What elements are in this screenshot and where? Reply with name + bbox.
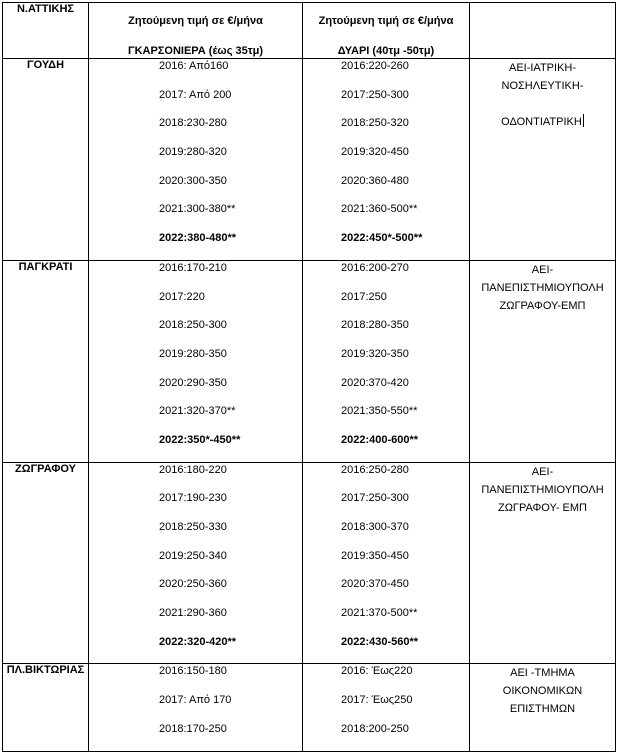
header-row [3, 3, 616, 59]
price-line: 2020:370-420 [341, 376, 409, 389]
price-line: 2017:220 [159, 290, 205, 303]
area-name: ΠΑΓΚΡΑΤΙ [3, 260, 89, 462]
header-university [470, 3, 616, 59]
header-studio-line1: Ζητούμενη τιμή σε €/μήνα [128, 15, 263, 27]
price-line: 2016:150-180 [159, 665, 227, 678]
price-line: 2021:290-360 [159, 607, 227, 620]
university-line: ΑΕΙ- [531, 465, 554, 478]
university-line: ΖΩΓΡΑΦΟΥ- ΕΜΠ [497, 501, 588, 514]
area-name: ΠΛ.ΒΙΚΤΩΡΙΑΣ [3, 664, 89, 751]
price-line: 2019:350-450 [341, 549, 409, 562]
price-line: 2020:290-350 [159, 376, 227, 389]
price-line: 2021:300-380** [159, 203, 236, 216]
studio-prices [89, 59, 303, 261]
university-line: ΖΩΓΡΑΦΟΥ-ΕΜΠ [499, 299, 586, 312]
table-row [3, 59, 616, 261]
area-name: ΓΟΥΔΗ [3, 59, 89, 261]
price-line: 2022:320-420** [159, 635, 237, 648]
price-line: 2017:250-300 [341, 492, 409, 505]
price-line: 2017: Από 170 [159, 694, 232, 707]
price-line: 2020:300-350 [159, 174, 227, 187]
price-line: 2016:220-260 [341, 60, 409, 72]
price-line: 2019:250-340 [159, 549, 227, 562]
price-line: 2018:250-320 [341, 117, 409, 130]
price-line: 2017: Από 200 [159, 88, 232, 101]
university-cell [470, 664, 616, 751]
apartment-prices [303, 664, 470, 751]
apartment-prices [303, 59, 470, 261]
apartment-prices [303, 462, 470, 664]
university-line: ΑΕΙ- [531, 263, 554, 276]
header-studio-line2: ΓΚΑΡΣΟΝΙΕΡΑ (έως 35τμ) [127, 45, 264, 57]
price-line: 2018:200-250 [341, 722, 409, 735]
university-line: ΠΑΝΕΠΙΣΤΗΜΙΟΥΠΟΛΗ [481, 483, 604, 496]
price-line: 2019:320-350 [341, 347, 409, 360]
price-line: 2016:170-210 [159, 261, 227, 274]
price-line: 2016: Έως220 [341, 665, 413, 678]
price-line: 2022:380-480** [159, 232, 237, 245]
table-row [3, 260, 616, 462]
price-line: 2021:320-370** [159, 405, 236, 418]
price-line: 2016:200-270 [341, 261, 409, 274]
price-line: 2018:250-300 [159, 319, 227, 332]
university-cell [470, 462, 616, 664]
table-row [3, 664, 616, 751]
price-line: 2022:430-560** [341, 635, 419, 648]
price-line: 2018:280-350 [341, 319, 409, 332]
apartment-prices [303, 260, 470, 462]
price-line: 2022:450*-500** [341, 232, 423, 245]
price-line: 2022:350*-450** [159, 433, 241, 446]
price-line: 2021:360-500** [341, 203, 418, 216]
university-line: ΟΔΟΝΤΙΑΤΡΙΚΗ [501, 116, 582, 128]
university-line: ΕΠΙΣΤΗΜΩΝ [509, 703, 576, 716]
price-line: 2020:370-450 [341, 578, 409, 591]
header-apt-line1: Ζητούμενη τιμή σε €/μήνα [318, 15, 454, 27]
header-apartment [303, 3, 470, 59]
price-line: 2017: Έως250 [341, 694, 413, 707]
rent-table [2, 2, 616, 752]
studio-prices [89, 260, 303, 462]
price-line: 2019:280-350 [159, 347, 227, 360]
university-line: ΠΑΝΕΠΙΣΤΗΜΙΟΥΠΟΛΗ [481, 281, 604, 294]
price-line: 2016:250-280 [341, 463, 409, 476]
price-line: 2017:190-230 [159, 492, 227, 505]
price-line: 2017:250-300 [341, 88, 409, 101]
price-line: 2019:320-450 [341, 146, 409, 159]
studio-prices [89, 664, 303, 751]
university-line: ΟΙΚΟΝΟΜΙΚΩΝ [502, 685, 583, 698]
university-cell [470, 260, 616, 462]
university-line: ΝΟΣΗΛΕΥΤΙΚΗ- [501, 80, 584, 92]
price-line: 2021:370-500** [341, 607, 418, 620]
price-line: 2018:170-250 [159, 722, 227, 735]
price-line: 2022:400-600** [341, 433, 419, 446]
header-area: Ν.ΑΤΤΙΚΗΣ [3, 3, 89, 59]
price-line: 2018:230-280 [159, 117, 227, 130]
area-name: ΖΩΓΡΑΦΟΥ [3, 462, 89, 664]
studio-prices [89, 462, 303, 664]
text-cursor [583, 114, 584, 127]
price-line: 2016: Από160 [159, 60, 229, 72]
price-line: 2019:280-320 [159, 146, 227, 159]
price-line: 2021:350-550** [341, 405, 418, 418]
header-studio [89, 3, 303, 59]
price-line: 2018:300-370 [341, 521, 409, 533]
header-apt-line2: ΔΥΑΡΙ (40τμ -50τμ) [337, 45, 435, 57]
university-line: ΑΕΙ -ΤΜΗΜΑ [510, 667, 575, 680]
price-line: 2017:250 [341, 290, 387, 303]
price-line: 2016:180-220 [159, 463, 227, 476]
table-row [3, 462, 616, 664]
university-cell [470, 59, 616, 261]
university-line: ΑΕΙ-ΙΑΤΡΙΚΗ- [508, 62, 577, 74]
price-line: 2020:250-360 [159, 578, 227, 591]
price-line: 2020:360-480 [341, 174, 409, 187]
price-line: 2018:250-330 [159, 521, 227, 533]
